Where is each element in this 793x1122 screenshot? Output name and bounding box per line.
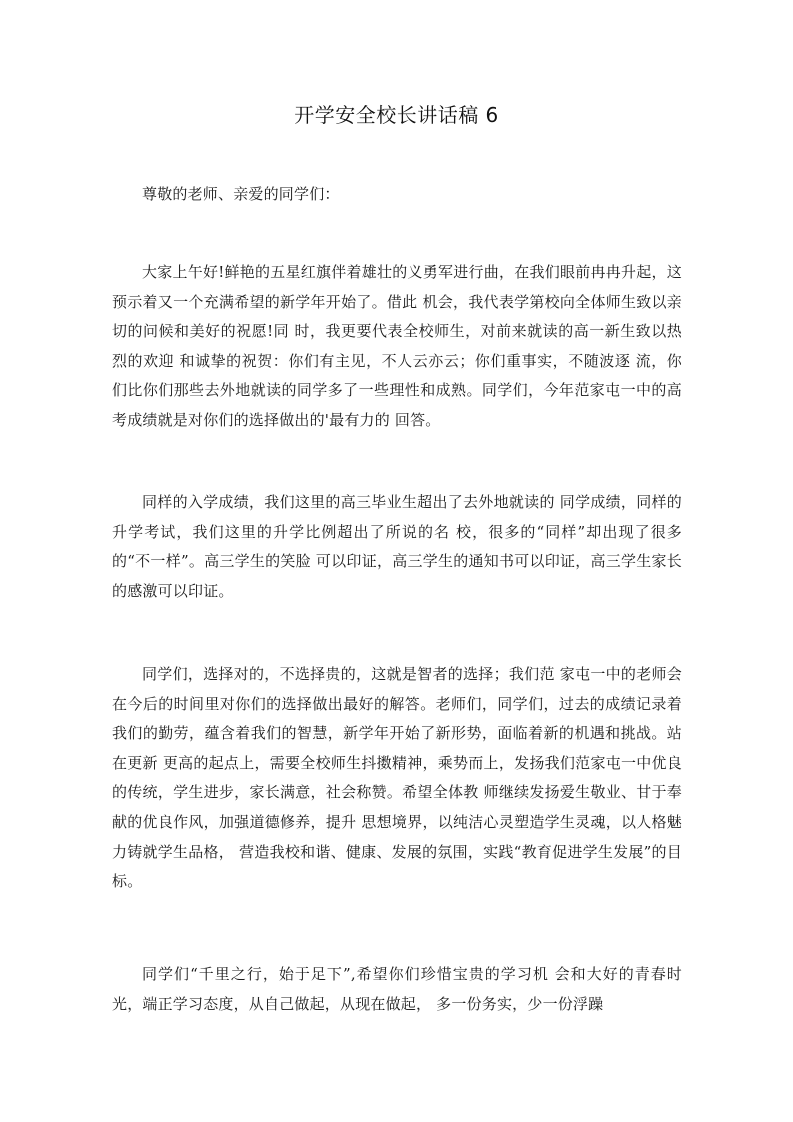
body-paragraph-4: 同学们“千里之行，始于足下”,希望你们珍惜宝贵的学习机 会和大好的青春时光，端正学习态度，从自己做起，从现在做起， 多一份务实，少一份浮躁 <box>112 965 682 1013</box>
document-title: 开学安全校长讲话稿 6 <box>294 103 499 127</box>
body-paragraph-2: 同样的入学成绩，我们这里的高三毕业生超出了去外地就读的 同学成绩，同样的升学考试，我们这里的升学比例超出了所说的名 校，很多的“同样”却出现了很多的“不一样”。高三学生的笑脸 可以印证，高三学生的通知书可以印证，高三学生家长的感激可以印证。 <box>112 493 682 600</box>
body-paragraph-3: 同学们，选择对的，不选择贵的，这就是智者的选择；我们范 家屯一中的老师会在今后的时间里对你们的选择做出最好的解答。老师们，同学们，过去的成绩记录着我们的勤劳，蕴含着我们的智慧，新学年开始了新形势，面临着新的机遇和挑战。站在更新 更高的起点上，需要全校师生抖擞精神，乘势而上，发扬我们范家屯一中优良的传统，学生进步，家长满意，社会称赞。希望全体教 师继续发扬爱生敬业、甘于奉献的优良作风，加强道德修养，提升 思想境界，以纯洁心灵塑造学生灵魂，以人格魅力铸就学生品格， 营造我校和谐、健康、发展的氛围，实践“教育促进学生发展”的目标。 <box>112 665 682 891</box>
salutation-paragraph: 尊敬的老师、亲爱的同学们： <box>142 185 340 203</box>
body-paragraph-1: 大家上午好!鲜艳的五星红旗伴着雄壮的义勇军进行曲，在我们眼前冉冉升起，这预示着又一个充满希望的新学年开始了。借此 机会，我代表学第校向全体师生致以亲切的问候和美好的祝愿!同 时，我更要代表全校师生，对前来就读的高一新生致以热烈的欢迎 和诚挚的祝贺：你们有主见，不人云亦云；你们重事实，不随波逐 流，你们比你们那些去外地就读的同学多了一些理性和成熟。同学们，今年范家屯一中的高考成绩就是对你们的选择做出的'最有力的 回答。 <box>112 263 682 429</box>
